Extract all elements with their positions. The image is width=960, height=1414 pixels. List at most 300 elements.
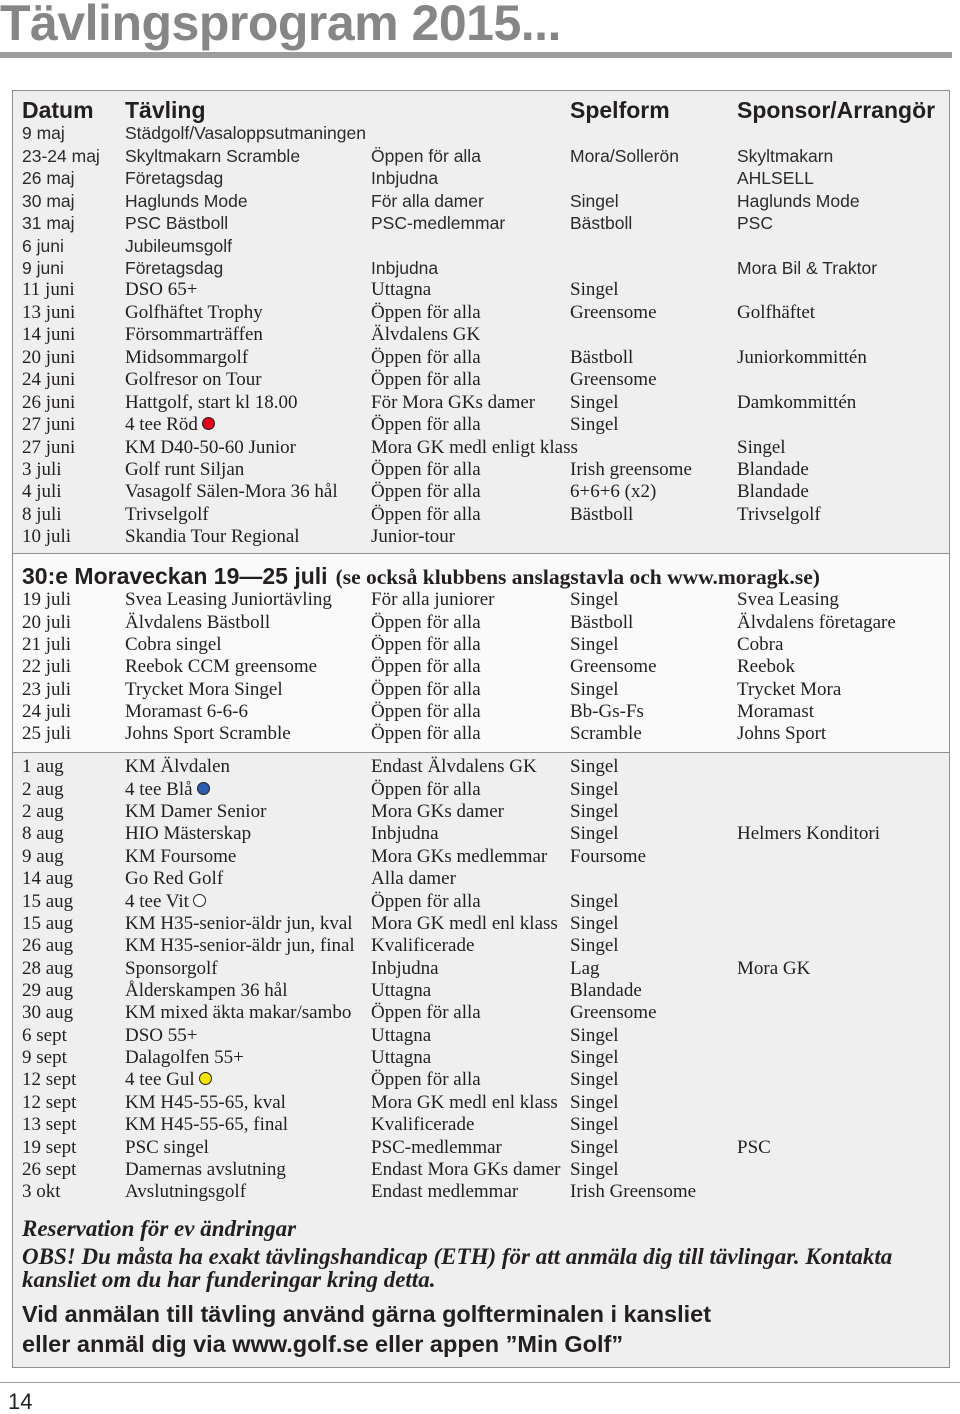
date-cell xyxy=(22,634,71,656)
event-text: Sponsorgolf xyxy=(125,957,218,979)
eligibility-cell xyxy=(371,1114,474,1136)
eligibility-cell xyxy=(371,913,558,935)
event-cell xyxy=(125,369,262,391)
signup-note-line: eller anmäl dig via www.golf.se eller appen ”Min Golf” xyxy=(22,1331,624,1357)
event-text: Jubileumsgolf xyxy=(125,235,232,256)
play-format-text: Singel xyxy=(570,935,619,957)
date-cell xyxy=(22,414,75,436)
play-format-text: Singel xyxy=(570,1047,619,1069)
sponsor-text: Helmers Konditori xyxy=(737,823,881,845)
eligibility-text: Öppen för alla xyxy=(371,414,481,436)
date-text: 22 juli xyxy=(22,656,72,678)
event-text: KM H35-senior-äldr jun, kval xyxy=(125,912,353,934)
play-format-text: Singel xyxy=(570,801,619,823)
date-text: 20 juli xyxy=(22,611,72,633)
column-header-date: Datum xyxy=(22,97,94,123)
event-text: Avslutningsgolf xyxy=(125,1181,247,1203)
schedule-row xyxy=(13,1025,949,1047)
event-text: KM H45-55-65, final xyxy=(125,1114,289,1136)
schedule-row xyxy=(13,257,949,279)
eligibility-text: Uttagna xyxy=(371,1047,432,1069)
play-format-text: Greensome xyxy=(570,301,657,323)
event-text: KM H45-55-65, kval xyxy=(125,1091,286,1113)
schedule-row xyxy=(13,526,949,548)
event-text: Svea Leasing Juniortävling xyxy=(125,589,332,611)
schedule-row xyxy=(13,723,949,745)
date-text: 15 aug xyxy=(22,890,74,912)
event-text: Företagsdag xyxy=(125,168,224,189)
eligibility-text: Öppen för alla xyxy=(371,611,481,633)
eligibility-cell xyxy=(371,958,439,980)
eligibility-cell xyxy=(371,504,481,526)
event-cell xyxy=(125,779,210,801)
event-cell xyxy=(125,324,263,346)
event-text: DSO 55+ xyxy=(125,1024,198,1046)
date-cell xyxy=(22,891,73,913)
event-text: Reebok CCM greensome xyxy=(125,656,318,678)
sponsor-cell xyxy=(737,190,860,212)
schedule-row xyxy=(13,935,949,957)
date-cell xyxy=(22,779,64,801)
play-format-cell xyxy=(570,846,646,868)
play-format-text: Singel xyxy=(570,678,619,700)
date-text: 26 maj xyxy=(22,168,75,189)
event-cell xyxy=(125,392,298,414)
event-cell xyxy=(125,122,366,144)
event-text: KM Damer Senior xyxy=(125,801,267,823)
sponsor-text: Moramast xyxy=(737,701,815,723)
eligibility-text: Älvdalens GK xyxy=(371,324,481,346)
event-cell xyxy=(125,980,288,1002)
schedule-row xyxy=(13,958,949,980)
event-cell xyxy=(125,723,291,745)
eligibility-text: Öppen för alla xyxy=(371,301,481,323)
play-format-text: Singel xyxy=(570,1069,619,1091)
date-text: 10 juli xyxy=(22,526,72,548)
play-format-text: Singel xyxy=(570,1136,619,1158)
date-cell xyxy=(22,756,64,778)
eligibility-cell xyxy=(371,868,456,890)
date-text: 9 maj xyxy=(22,123,65,144)
date-text: 24 juni xyxy=(22,369,76,391)
event-cell xyxy=(125,846,236,868)
event-cell xyxy=(125,935,355,957)
play-format-cell xyxy=(570,679,619,701)
eligibility-text: Öppen för alla xyxy=(371,634,481,656)
eligibility-text: Mora GK medl enl klass xyxy=(371,912,558,934)
schedule-row xyxy=(13,701,949,723)
event-text: KM Foursome xyxy=(125,845,237,867)
white-tee-circle-icon xyxy=(193,894,206,907)
event-text: Älvdalens Bästboll xyxy=(125,611,271,633)
date-cell xyxy=(22,145,100,167)
eligibility-text: Öppen för alla xyxy=(371,1002,481,1024)
play-format-text: Scramble xyxy=(570,723,642,745)
event-text: Dalagolfen 55+ xyxy=(125,1047,244,1069)
event-cell xyxy=(125,167,223,189)
eligibility-cell xyxy=(371,1181,518,1203)
sponsor-cell xyxy=(737,823,880,845)
play-format-text: Singel xyxy=(570,1091,619,1113)
schedule-row xyxy=(13,980,949,1002)
eligibility-text: Endast Älvdalens GK xyxy=(371,756,537,778)
sponsor-cell xyxy=(737,612,896,634)
red-tee-circle-icon xyxy=(202,417,215,430)
eligibility-text: Inbjudna xyxy=(371,823,439,845)
event-text: Hattgolf, start kl 18.00 xyxy=(125,391,298,413)
sponsor-text: Trivselgolf xyxy=(737,503,821,525)
date-cell xyxy=(22,1002,73,1024)
moraveckan-title: 30:e Moraveckan 19—25 juli xyxy=(22,563,328,589)
column-header-sponsor: Sponsor/Arrangör xyxy=(737,97,936,123)
schedule-row xyxy=(13,1137,949,1159)
eligibility-text: Öppen för alla xyxy=(371,503,481,525)
play-format-cell xyxy=(570,212,632,234)
eligibility-cell xyxy=(371,347,481,369)
eligibility-cell xyxy=(371,1025,431,1047)
sponsor-cell xyxy=(737,679,841,701)
sponsor-text: AHLSELL xyxy=(737,168,814,189)
event-cell xyxy=(125,1002,351,1024)
schedule-row xyxy=(13,612,949,634)
obs-note xyxy=(22,1245,892,1291)
sponsor-cell xyxy=(737,145,833,167)
schedule-row xyxy=(13,302,949,324)
eligibility-cell xyxy=(371,302,481,324)
date-text: 19 sept xyxy=(22,1136,77,1158)
date-cell xyxy=(22,302,75,324)
date-text: 23 juli xyxy=(22,678,72,700)
schedule-row xyxy=(13,190,949,212)
eligibility-text: Öppen för alla xyxy=(371,656,481,678)
event-cell xyxy=(125,1181,246,1203)
event-text: 4 tee Gul xyxy=(125,1069,195,1091)
play-format-cell xyxy=(570,779,619,801)
play-format-cell xyxy=(570,1137,619,1159)
date-text: 13 juni xyxy=(22,301,76,323)
date-cell xyxy=(22,868,73,890)
schedule-row xyxy=(13,756,949,778)
play-format-cell xyxy=(570,589,619,611)
eligibility-text: Uttagna xyxy=(371,279,432,301)
eligibility-cell xyxy=(371,846,547,868)
schedule-row xyxy=(13,634,949,656)
eligibility-text: Uttagna xyxy=(371,979,432,1001)
eligibility-cell xyxy=(371,823,439,845)
eligibility-cell xyxy=(371,324,480,346)
play-format-text: Singel xyxy=(570,190,619,211)
late-season-list xyxy=(13,756,949,1203)
section-divider xyxy=(13,553,949,554)
event-text: HIO Mästerskap xyxy=(125,823,252,845)
play-format-cell xyxy=(570,913,619,935)
event-text: Trycket Mora Singel xyxy=(125,678,283,700)
event-cell xyxy=(125,504,209,526)
event-text: KM Älvdalen xyxy=(125,756,231,778)
eligibility-text: Mora GKs medlemmar xyxy=(371,845,548,867)
schedule-row xyxy=(13,122,949,144)
date-text: 4 juli xyxy=(22,481,62,503)
event-cell xyxy=(125,190,248,212)
play-format-cell xyxy=(570,302,657,324)
play-format-text: Singel xyxy=(570,778,619,800)
event-text: Golf runt Siljan xyxy=(125,458,245,480)
date-text: 15 aug xyxy=(22,912,74,934)
date-text: 8 juli xyxy=(22,503,62,525)
play-format-cell xyxy=(570,369,657,391)
date-text: 31 maj xyxy=(22,213,75,234)
event-cell xyxy=(125,801,266,823)
play-format-cell xyxy=(570,656,657,678)
play-format-cell xyxy=(570,723,642,745)
event-cell xyxy=(125,1137,209,1159)
eligibility-text: Öppen för alla xyxy=(371,346,481,368)
event-text: Ålderskampen 36 hål xyxy=(125,979,288,1001)
sponsor-cell xyxy=(737,212,773,234)
date-cell xyxy=(22,612,71,634)
event-cell xyxy=(125,279,197,301)
obs-note-line: OBS! Du måsta ha exakt tävlingshandicap (ETH) för att anmäla dig till tävlingar. Kontakta xyxy=(22,1244,893,1269)
event-text: Johns Sport Scramble xyxy=(125,723,291,745)
date-cell xyxy=(22,212,75,234)
date-cell xyxy=(22,1137,76,1159)
play-format-cell xyxy=(570,756,619,778)
play-format-cell xyxy=(570,1069,619,1091)
obs-note-line: kansliet om du har funderingar kring detta. xyxy=(22,1267,436,1292)
play-format-text: Singel xyxy=(570,391,619,413)
event-text: Vasagolf Sälen-Mora 36 hål xyxy=(125,481,338,503)
play-format-text: Lag xyxy=(570,957,600,979)
play-format-text: Bästboll xyxy=(570,611,634,633)
date-text: 1 aug xyxy=(22,756,64,778)
play-format-text: Mora/Sollerön xyxy=(570,145,679,166)
date-cell xyxy=(22,589,71,611)
event-cell xyxy=(125,414,215,436)
date-text: 27 juni xyxy=(22,436,76,458)
play-format-text: Singel xyxy=(570,756,619,778)
eligibility-text: Inbjudna xyxy=(371,258,439,279)
date-text: 14 aug xyxy=(22,868,74,890)
eligibility-text: PSC-medlemmar xyxy=(371,1136,502,1158)
schedule-row xyxy=(13,891,949,913)
play-format-cell xyxy=(570,1181,696,1203)
moraveckan-heading xyxy=(22,563,820,590)
date-text: 12 sept xyxy=(22,1069,77,1091)
column-header-event: Tävling xyxy=(125,97,206,123)
early-season-list xyxy=(13,122,949,548)
date-cell xyxy=(22,459,62,481)
play-format-text: Singel xyxy=(570,912,619,934)
event-text: 4 tee Röd xyxy=(125,414,198,436)
date-cell xyxy=(22,369,75,391)
date-cell xyxy=(22,935,73,957)
eligibility-text: Kvalificerade xyxy=(371,935,475,957)
date-cell xyxy=(22,980,73,1002)
sponsor-text: Cobra xyxy=(737,634,784,656)
event-cell xyxy=(125,302,263,324)
play-format-text: 6+6+6 (x2) xyxy=(570,481,657,503)
event-text: PSC Bästboll xyxy=(125,213,229,234)
schedule-row xyxy=(13,1181,949,1203)
sponsor-cell xyxy=(737,437,786,459)
sponsor-text: Blandade xyxy=(737,458,809,480)
play-format-text: Singel xyxy=(570,1024,619,1046)
signup-note-line: Vid anmälan till tävling använd gärna golfterminalen i kansliet xyxy=(22,1301,712,1327)
sponsor-text: Johns Sport xyxy=(737,723,827,745)
sponsor-text: Damkommittén xyxy=(737,391,857,413)
schedule-row xyxy=(13,656,949,678)
sponsor-text: Älvdalens företagare xyxy=(737,611,896,633)
schedule-row xyxy=(13,679,949,701)
date-text: 30 aug xyxy=(22,1002,74,1024)
eligibility-cell xyxy=(371,612,481,634)
schedule-row xyxy=(13,324,949,346)
event-text: Go Red Golf xyxy=(125,868,224,890)
event-text: Trivselgolf xyxy=(125,503,209,525)
date-cell xyxy=(22,190,75,212)
eligibility-cell xyxy=(371,414,481,436)
eligibility-cell xyxy=(371,935,474,957)
schedule-row xyxy=(13,459,949,481)
date-text: 11 juni xyxy=(22,279,75,301)
sponsor-cell xyxy=(737,589,839,611)
eligibility-cell xyxy=(371,656,481,678)
play-format-text: Bästboll xyxy=(570,346,634,368)
play-format-cell xyxy=(570,1092,619,1114)
event-cell xyxy=(125,1114,288,1136)
eligibility-text: Öppen för alla xyxy=(371,145,481,166)
sponsor-cell xyxy=(737,701,814,723)
play-format-text: Greensome xyxy=(570,369,657,391)
eligibility-text: Kvalificerade xyxy=(371,1114,475,1136)
eligibility-cell xyxy=(371,526,455,548)
play-format-text: Irish Greensome xyxy=(570,1181,697,1203)
sponsor-cell xyxy=(737,634,783,656)
date-text: 9 sept xyxy=(22,1047,67,1069)
schedule-row xyxy=(13,369,949,391)
play-format-cell xyxy=(570,145,679,167)
eligibility-text: Alla damer xyxy=(371,868,456,890)
event-cell xyxy=(125,913,353,935)
eligibility-text: Mora GK medl enligt klass xyxy=(371,436,578,458)
sponsor-cell xyxy=(737,392,856,414)
date-text: 30 maj xyxy=(22,190,75,211)
event-text: Haglunds Mode xyxy=(125,190,248,211)
section-divider xyxy=(13,752,949,753)
sponsor-cell xyxy=(737,257,877,279)
event-cell xyxy=(125,1069,212,1091)
eligibility-cell xyxy=(371,701,481,723)
play-format-cell xyxy=(570,1114,619,1136)
event-cell xyxy=(125,257,223,279)
schedule-row xyxy=(13,279,949,301)
date-cell xyxy=(22,1047,67,1069)
sponsor-text: Mora GK xyxy=(737,957,811,979)
date-cell xyxy=(22,392,75,414)
sponsor-text: Blandade xyxy=(737,481,809,503)
event-cell xyxy=(125,1025,197,1047)
play-format-text: Blandade xyxy=(570,979,642,1001)
date-cell xyxy=(22,823,64,845)
play-format-cell xyxy=(570,414,619,436)
eligibility-cell xyxy=(371,481,481,503)
eligibility-cell xyxy=(371,1159,560,1181)
eligibility-text: Öppen för alla xyxy=(371,1069,481,1091)
date-cell xyxy=(22,1181,61,1203)
play-format-cell xyxy=(570,634,619,656)
date-cell xyxy=(22,1159,76,1181)
schedule-row xyxy=(13,392,949,414)
date-text: 3 okt xyxy=(22,1181,61,1203)
eligibility-cell xyxy=(371,190,484,212)
date-text: 28 aug xyxy=(22,957,74,979)
event-text: PSC singel xyxy=(125,1136,209,1158)
schedule-row xyxy=(13,212,949,234)
play-format-text: Greensome xyxy=(570,1002,657,1024)
play-format-text: Bb-Gs-Fs xyxy=(570,701,644,723)
date-cell xyxy=(22,437,75,459)
schedule-row xyxy=(13,437,949,459)
eligibility-cell xyxy=(371,723,481,745)
sponsor-text: Reebok xyxy=(737,656,796,678)
eligibility-cell xyxy=(371,589,494,611)
sponsor-cell xyxy=(737,656,795,678)
event-cell xyxy=(125,235,232,257)
schedule-row xyxy=(13,846,949,868)
eligibility-cell xyxy=(371,459,481,481)
play-format-cell xyxy=(570,701,644,723)
sponsor-cell xyxy=(737,459,809,481)
play-format-cell xyxy=(570,935,619,957)
event-text: Moramast 6-6-6 xyxy=(125,701,248,723)
play-format-text: Singel xyxy=(570,634,619,656)
schedule-row xyxy=(13,1047,949,1069)
date-cell xyxy=(22,656,71,678)
date-cell xyxy=(22,324,75,346)
schedule-row xyxy=(13,1069,949,1091)
event-text: Företagsdag xyxy=(125,258,224,279)
play-format-cell xyxy=(570,1047,619,1069)
play-format-cell xyxy=(570,504,633,526)
play-format-cell xyxy=(570,612,633,634)
date-text: 26 sept xyxy=(22,1158,77,1180)
play-format-cell xyxy=(570,279,619,301)
eligibility-cell xyxy=(371,1002,481,1024)
event-cell xyxy=(125,679,283,701)
schedule-row xyxy=(13,347,949,369)
play-format-cell xyxy=(570,980,642,1002)
play-format-text: Singel xyxy=(570,1114,619,1136)
schedule-row xyxy=(13,414,949,436)
footer-rule xyxy=(0,1382,960,1383)
page-number: 14 xyxy=(8,1389,33,1414)
sponsor-text: PSC xyxy=(737,1136,771,1158)
eligibility-text: Uttagna xyxy=(371,1024,432,1046)
event-cell xyxy=(125,1092,286,1114)
event-cell xyxy=(125,634,222,656)
play-format-cell xyxy=(570,392,619,414)
eligibility-cell xyxy=(371,891,481,913)
schedule-row xyxy=(13,145,949,167)
blue-tee-circle-icon xyxy=(197,782,210,795)
schedule-box xyxy=(12,90,950,1368)
play-format-text: Irish greensome xyxy=(570,458,692,480)
schedule-row xyxy=(13,235,949,257)
sponsor-text: Mora Bil & Traktor xyxy=(737,258,878,279)
date-text: 19 juli xyxy=(22,589,72,611)
eligibility-text: Inbjudna xyxy=(371,168,439,189)
date-text: 29 aug xyxy=(22,979,74,1001)
